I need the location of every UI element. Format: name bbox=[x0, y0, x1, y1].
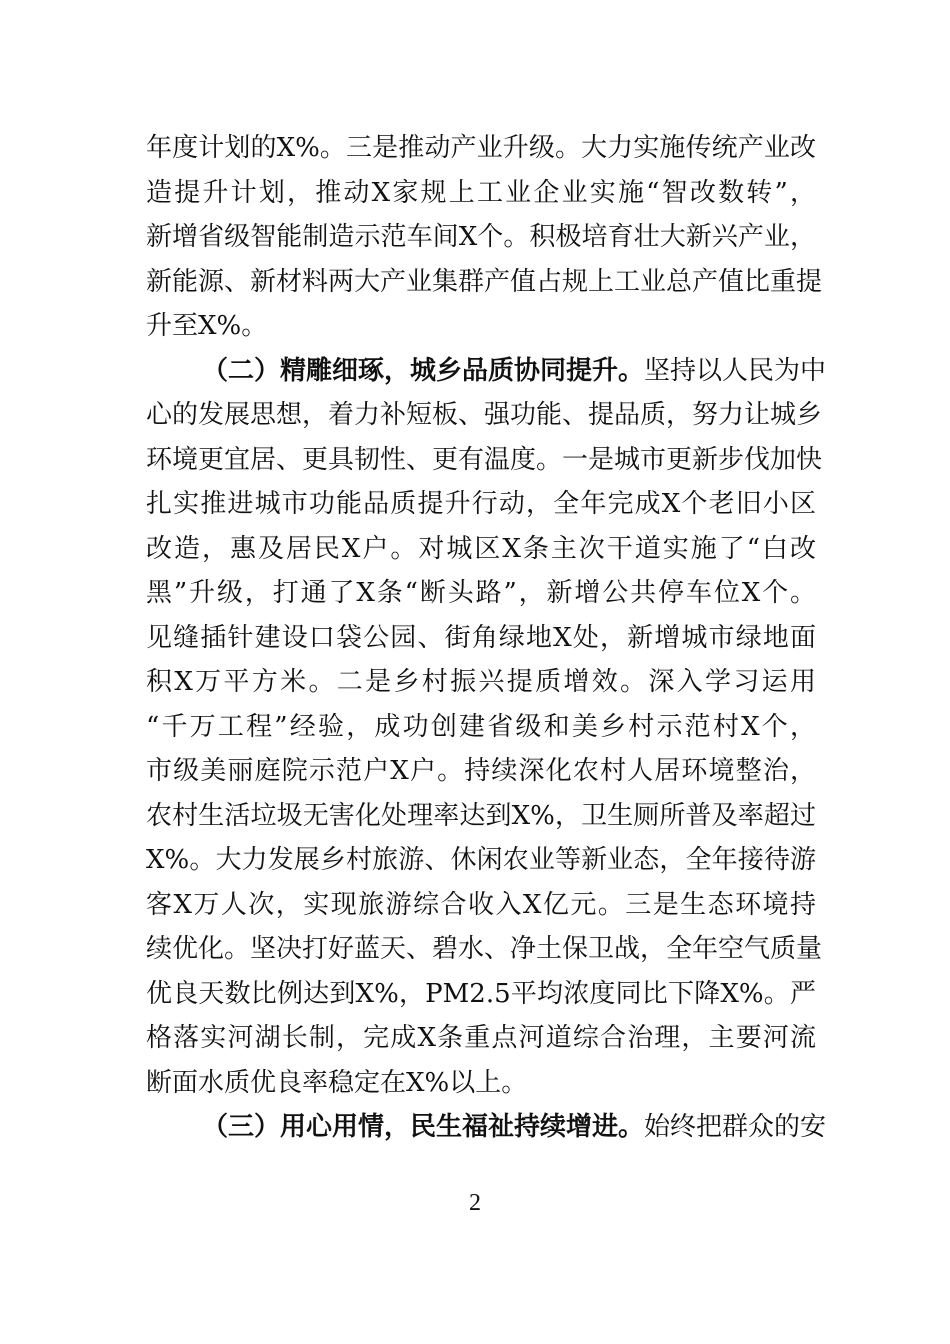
section-heading: （二）精雕细琢，城乡品质协同提升。 bbox=[202, 355, 645, 386]
text-line: “千万工程”经验，成功创建省级和美乡村示范村X个， bbox=[146, 711, 816, 742]
text-line: 优良天数比例达到X%，PM2.5平均浓度同比下降X%。严 bbox=[146, 978, 816, 1009]
section-heading: （三）用心用情，民生福祉持续增进。 bbox=[202, 1112, 645, 1142]
text-line: 年度计划的X%。三是推动产业升级。大力实施传统产业改 bbox=[146, 133, 816, 163]
text-line: 改造，惠及居民X户。对城区X条主次干道实施了“白改 bbox=[146, 533, 816, 564]
page-number: 2 bbox=[469, 1190, 481, 1216]
text-line: 农村生活垃圾无害化处理率达到X%，卫生厕所普及率超过 bbox=[146, 800, 816, 831]
text-line: 断面水质优良率稳定在X%以上。 bbox=[146, 1067, 528, 1098]
text-line: 造提升计划，推动X家规上工业企业实施“智改数转”， bbox=[146, 177, 816, 208]
section-heading-line bbox=[146, 1105, 827, 1150]
text-line: 扎实推进城市功能品质提升行动，全年完成X个老旧小区 bbox=[146, 489, 816, 519]
text-line: 市级美丽庭院示范户X户。持续深化农村人居环境整治， bbox=[146, 756, 816, 786]
text-line: 见缝插针建设口袋公园、街角绿地X处，新增城市绿地面 bbox=[146, 622, 816, 653]
text-line: 黑”升级，打通了X条“断头路”，新增公共停车位X个。 bbox=[146, 578, 816, 608]
text-line: 积X万平方米。二是乡村振兴提质增效。深入学习运用 bbox=[146, 667, 816, 697]
text-line: 心的发展思想，着力补短板、强功能、提品质，努力让城乡 bbox=[146, 400, 823, 430]
heading-line-text: 始终把群众的安 bbox=[644, 1112, 827, 1142]
text-line: 新能源、新材料两大产业集群产值占规上工业总产值比重提 bbox=[146, 266, 823, 297]
body-text bbox=[146, 126, 827, 1150]
text-line: 升至X%。 bbox=[146, 311, 268, 341]
text-line: 客X万人次，实现旅游综合收入X亿元。三是生态环境持 bbox=[146, 889, 816, 920]
text-line: 格落实河湖长制，完成X条重点河道综合治理，主要河流 bbox=[146, 1023, 816, 1053]
section-heading-line bbox=[146, 349, 827, 394]
text-line: 环境更宜居、更具韧性、更有温度。一是城市更新步伐加快 bbox=[146, 444, 823, 475]
text-line: X%。大力发展乡村旅游、休闲农业等新业态，全年接待游 bbox=[146, 845, 816, 875]
text-line: 新增省级智能制造示范车间X个。积极培育壮大新兴产业， bbox=[146, 222, 816, 252]
text-line: 续优化。坚决打好蓝天、碧水、净土保卫战，全年空气质量 bbox=[146, 934, 823, 964]
heading-line-text: 坚持以人民为中 bbox=[644, 355, 827, 386]
